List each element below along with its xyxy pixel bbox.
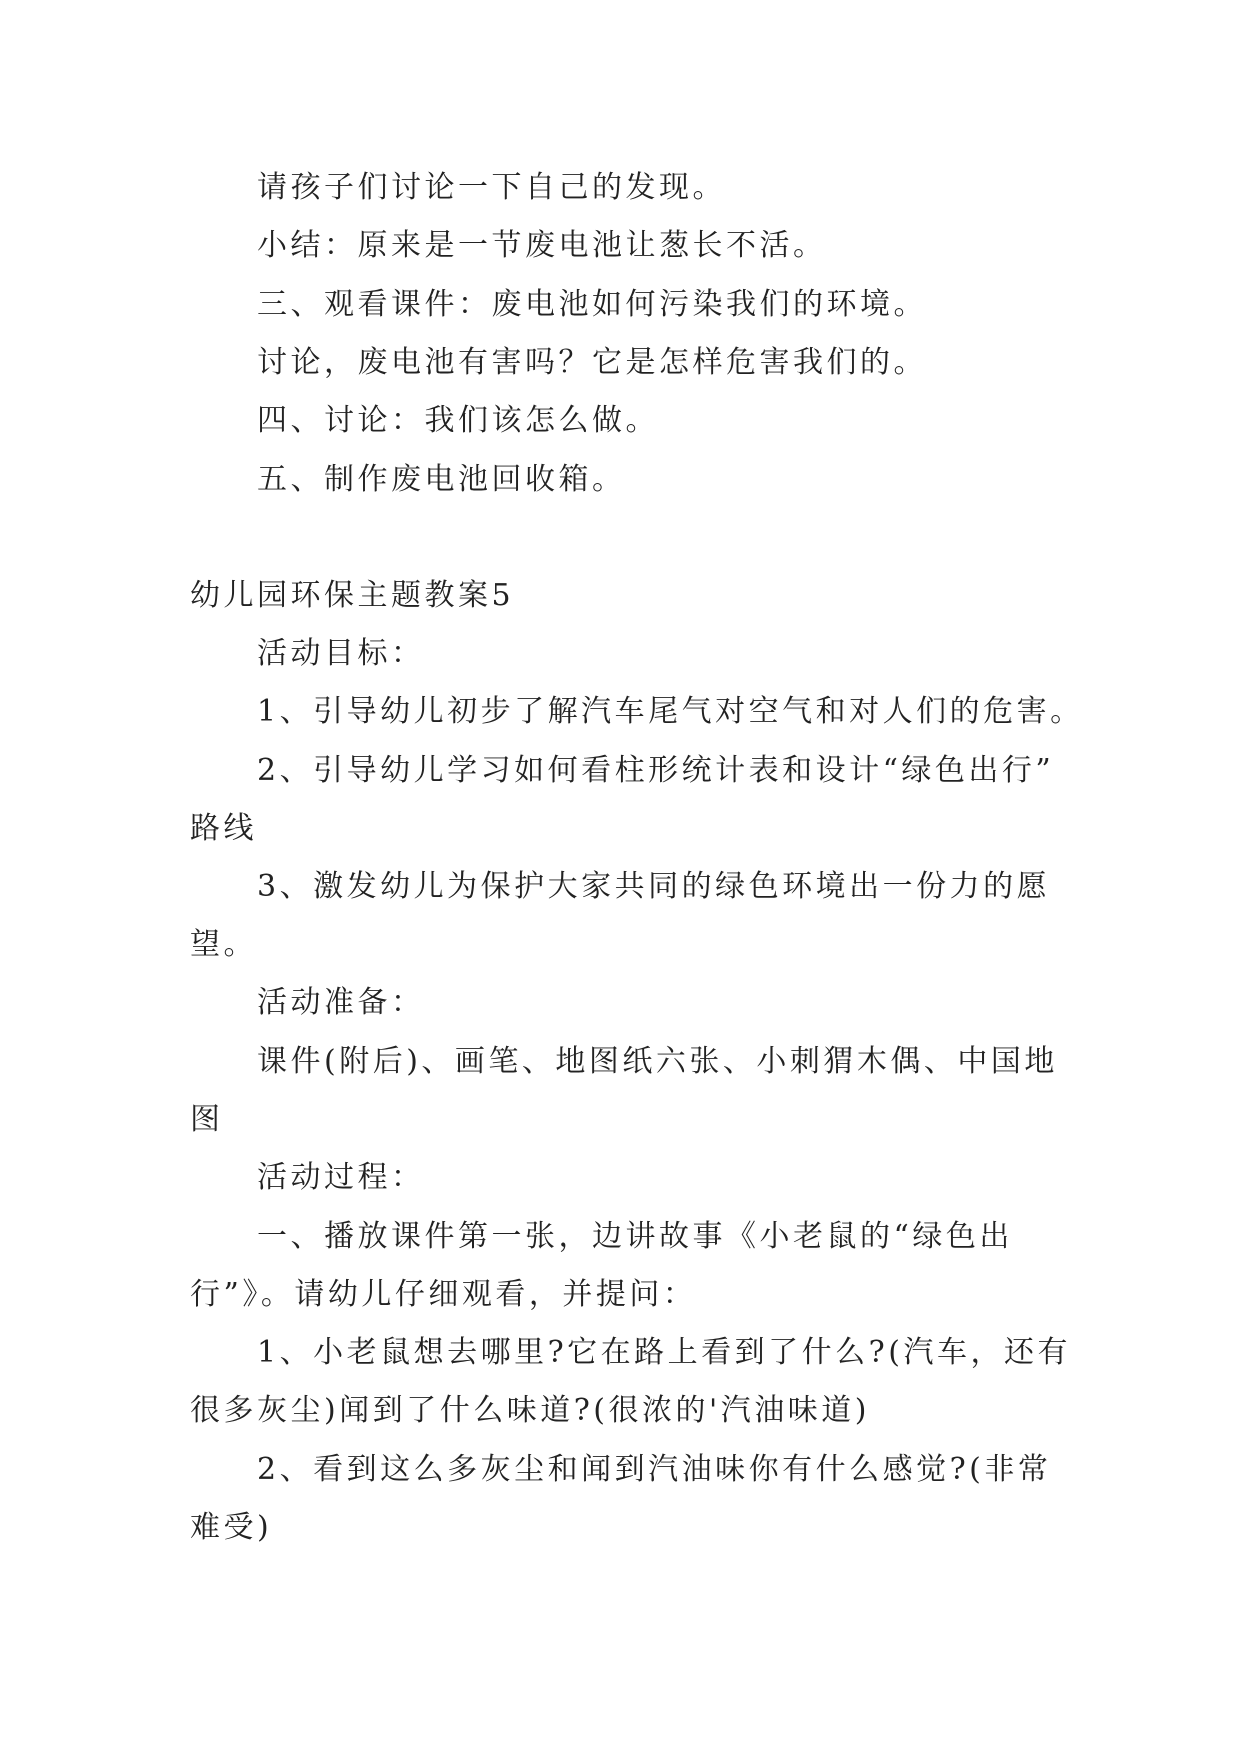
paragraph-line: 2、看到这么多灰尘和闻到汽油味你有什么感觉?(非常 <box>257 1452 1052 1487</box>
paragraph-line: 行”》。请幼儿仔细观看，并提问： <box>190 1277 697 1312</box>
paragraph-line: 活动过程： <box>257 1160 425 1195</box>
paragraph-line: 路线 <box>190 811 257 846</box>
paragraph-line: 活动目标： <box>257 636 425 671</box>
paragraph-line: 一、播放课件第一张，边讲故事《小老鼠的“绿色出 <box>257 1219 1013 1254</box>
paragraph-line: 五、制作废电池回收箱。 <box>257 462 626 497</box>
paragraph-line: 难受) <box>190 1510 273 1545</box>
paragraph-line: 请孩子们讨论一下自己的发现。 <box>257 170 726 205</box>
paragraph-line: 小结：原来是一节废电池让葱长不活。 <box>257 228 827 263</box>
section-heading: 幼儿园环保主题教案5 <box>190 578 515 613</box>
paragraph-line: 1、小老鼠想去哪里?它在路上看到了什么?(汽车，还有 <box>257 1335 1071 1370</box>
paragraph-line: 图 <box>190 1102 224 1137</box>
paragraph-line: 1、引导幼儿初步了解汽车尾气对空气和对人们的危害。 <box>257 694 1084 729</box>
paragraph-line: 活动准备： <box>257 985 425 1020</box>
paragraph-line: 3、激发幼儿为保护大家共同的绿色环境出一份力的愿 <box>257 869 1051 904</box>
paragraph-line: 课件(附后)、画笔、地图纸六张、小刺猬木偶、中国地 <box>257 1044 1058 1079</box>
paragraph-line: 望。 <box>190 927 257 962</box>
paragraph-line: 很多灰尘)闻到了什么味道?(很浓的'汽油味道) <box>190 1393 870 1428</box>
paragraph-line: 四、讨论：我们该怎么做。 <box>257 403 659 438</box>
paragraph-line: 2、引导幼儿学习如何看柱形统计表和设计“绿色出行” <box>257 753 1055 788</box>
paragraph-line: 讨论，废电池有害吗？它是怎样危害我们的。 <box>257 345 927 380</box>
paragraph-line: 三、观看课件：废电池如何污染我们的环境。 <box>257 287 927 322</box>
